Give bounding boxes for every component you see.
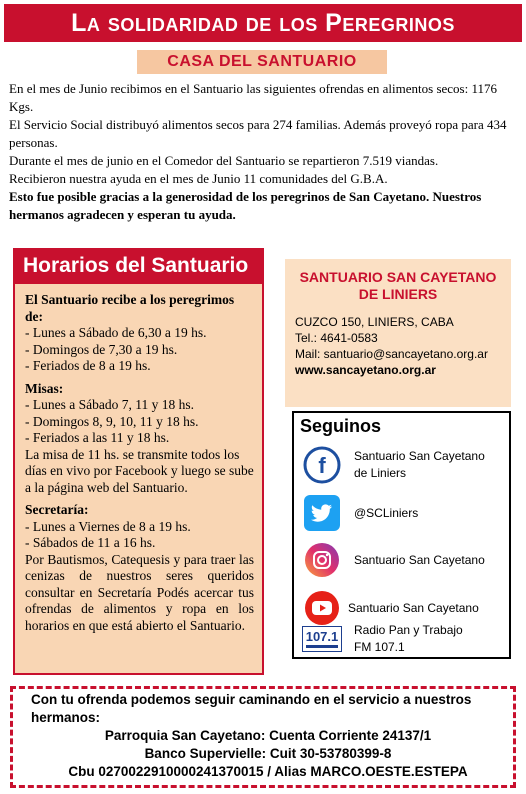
secretaria-line: - Lunes a Viernes de 8 a 19 hs. [25, 518, 191, 534]
misas-note: La misa de 11 hs. se transmite todos los días en vivo por Facebook y luego se sube a la página web del Santuario. [25, 446, 254, 495]
social-item-label: Santuario San Cayetano [354, 552, 485, 567]
social-item-label: Santuario San Cayetano de Liniers [354, 449, 485, 480]
misas-heading: Misas: [25, 380, 64, 396]
donation-intro: Con tu ofrenda podemos seguir caminando en el servicio a nuestros hermanos: [31, 692, 472, 725]
social-item-label: Radio Pan y Trabajo FM 107.1 [354, 623, 463, 654]
casa-paragraph-1: En el mes de Junio recibimos en el Santuario las siguientes ofrendas en alimentos secos: 1176 Kgs. [9, 81, 497, 114]
misas-line: - Domingos 8, 9, 10, 11 y 18 hs. [25, 413, 199, 429]
secretaria-line: - Sábados de 11 a 16 hs. [25, 535, 156, 550]
casa-paragraph-5: Esto fue posible gracias a la generosidad de los peregrinos de San Cayetano. Nuestros hermanos agradecen y esperan tu ayuda. [9, 189, 482, 222]
casa-text-block [9, 80, 521, 224]
donation-cuit: Banco Supervielle: Cuit 30-53780399-8 [144, 746, 392, 761]
horarios-line: - Domingos de 7,30 a 19 hs. [25, 341, 178, 357]
horarios-recibe-heading: El Santuario recibe a los peregrimos de: [25, 292, 235, 324]
santuario-website[interactable]: www.sancayetano.org.ar [295, 363, 436, 377]
santuario-title: SANTUARIO SAN CAYETANO DE LINIERS [299, 269, 497, 302]
seguinos-title: Seguinos [300, 416, 382, 436]
casa-paragraph-3: Durante el mes de junio en el Comedor del Santuario se repartieron 7.519 viandas. [9, 153, 439, 168]
radio-icon [302, 619, 342, 659]
page-title: La solidaridad de los Peregrinos [4, 4, 522, 42]
donation-box [10, 686, 516, 788]
santuario-phone: Tel.: 4641-0583 [295, 331, 378, 345]
facebook-icon [302, 445, 342, 485]
horarios-box [13, 284, 264, 675]
santuario-address: CUZCO 150, LINIERS, CABA [295, 315, 454, 329]
svg-text:f: f [318, 453, 326, 478]
horarios-heading: Horarios del Santuario [13, 248, 264, 284]
twitter-icon [302, 493, 342, 533]
donation-account: Parroquia San Cayetano: Cuenta Corriente 24137/1 [104, 728, 432, 743]
secretaria-note: Por Bautismos, Catequesis y para traer las cenizas de nuestros seres queridos consultar en Secretaría Podés acercar tus ofrendas de alimentos y ropa en los horarios en que está abierto el Santuario. [25, 551, 254, 633]
instagram-icon [302, 540, 342, 580]
santuario-contact-box [285, 259, 511, 407]
social-item-facebook[interactable] [302, 445, 494, 485]
social-item-label: @SCLiniers [354, 505, 419, 520]
secretaria-heading: Secretaría: [25, 502, 89, 517]
casa-paragraph-4: Recibieron nuestra ayuda en el mes de Junio 11 comunidades del G.B.A. [9, 171, 388, 186]
casa-paragraph-2: El Servicio Social distribuyó alimentos secos para 274 familias. Además proveyó ropa para 434 personas. [9, 117, 507, 150]
donation-cbu: Cbu 0270022910000241370015 / Alias MARCO.OESTE.ESTEPA [68, 764, 468, 779]
horarios-line: - Feriados de 8 a 19 hs. [25, 358, 151, 373]
social-item-instagram[interactable] [302, 540, 485, 580]
casa-del-santuario-label: CASA DEL SANTUARIO [137, 50, 387, 74]
santuario-email[interactable]: Mail: santuario@sancayetano.org.ar [295, 347, 488, 361]
misas-line: - Lunes a Sábado 7, 11 y 18 hs. [25, 397, 194, 412]
horarios-line: - Lunes a Sábado de 6,30 a 19 hs. [25, 325, 207, 340]
seguinos-box [292, 411, 511, 659]
misas-line: - Feriados a las 11 y 18 hs. [25, 430, 170, 445]
social-item-radio[interactable] [302, 619, 474, 659]
social-item-twitter[interactable] [302, 493, 418, 533]
social-item-label: Santuario San Cayetano [348, 600, 479, 615]
radio-logo-text: 107.1 [305, 629, 339, 644]
